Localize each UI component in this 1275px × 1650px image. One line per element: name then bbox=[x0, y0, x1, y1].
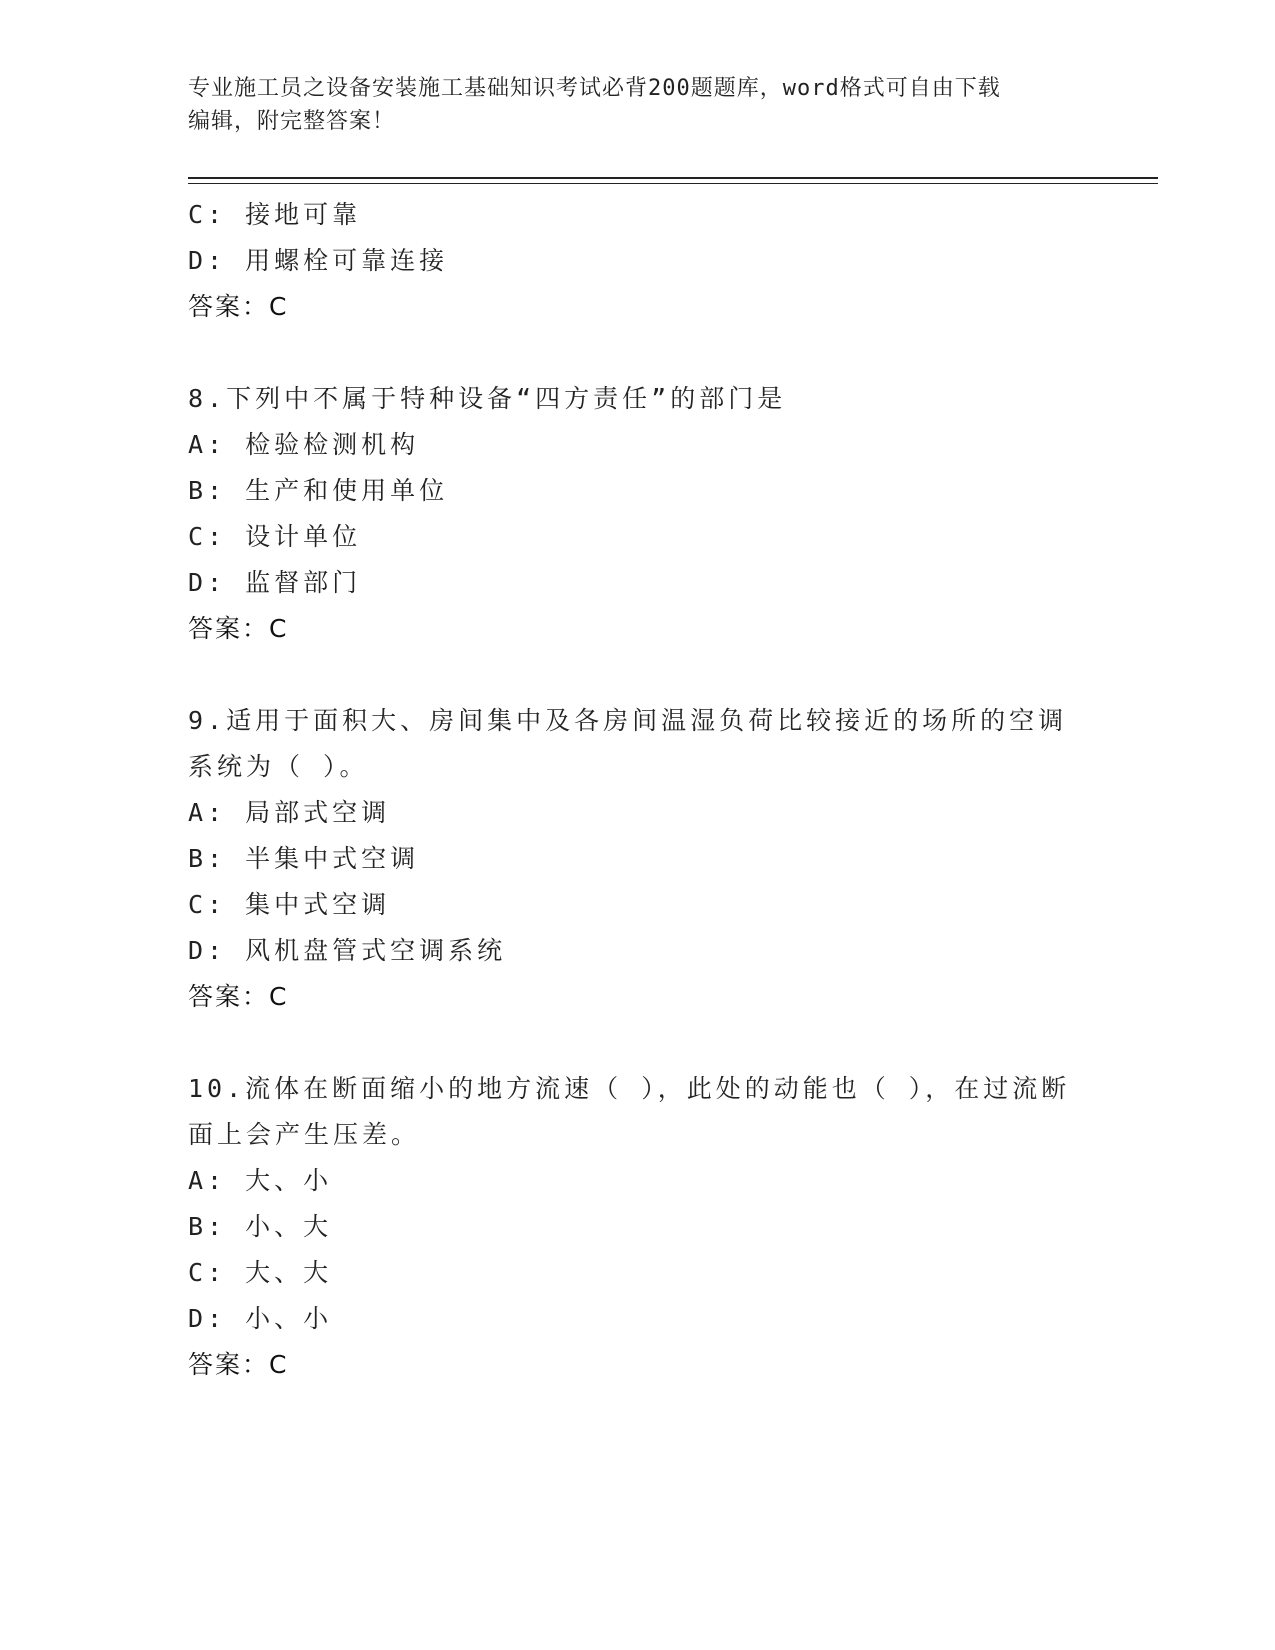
option-label: B: bbox=[188, 476, 227, 505]
option-label: D: bbox=[188, 1304, 227, 1333]
option-d bbox=[188, 1296, 1088, 1342]
option-label: B: bbox=[188, 1212, 227, 1241]
option-label: D: bbox=[188, 936, 227, 965]
answer-label: 答案： bbox=[188, 1350, 270, 1379]
option-d bbox=[188, 928, 1088, 974]
option-text: 用螺栓可靠连接 bbox=[245, 246, 449, 275]
option-c bbox=[188, 192, 1088, 238]
option-text: 接地可靠 bbox=[245, 200, 362, 229]
option-text: 生产和使用单位 bbox=[245, 476, 449, 505]
option-c bbox=[188, 514, 1088, 560]
option-d bbox=[188, 238, 1088, 284]
answer-line bbox=[188, 1342, 1088, 1388]
header-divider-thin bbox=[188, 183, 1158, 184]
answer-label: 答案： bbox=[188, 292, 270, 321]
option-c bbox=[188, 882, 1088, 928]
option-label: A: bbox=[188, 798, 227, 827]
answer-line bbox=[188, 606, 1088, 652]
option-a bbox=[188, 422, 1088, 468]
option-text: 集中式空调 bbox=[245, 890, 391, 919]
option-label: A: bbox=[188, 430, 227, 459]
question-7-continued bbox=[188, 192, 1088, 330]
answer-value: C bbox=[269, 1350, 289, 1379]
option-d bbox=[188, 560, 1088, 606]
question-stem-line-1: 9.适用于面积大、房间集中及各房间温湿负荷比较接近的场所的空调 bbox=[188, 706, 1068, 735]
header-line-1: 专业施工员之设备安装施工基础知识考试必背200题题库，word格式可自由下载 bbox=[188, 76, 1001, 101]
option-a bbox=[188, 1158, 1088, 1204]
answer-label: 答案： bbox=[188, 982, 270, 1011]
option-label: C: bbox=[188, 200, 227, 229]
option-text: 小、大 bbox=[245, 1212, 333, 1241]
spacer bbox=[188, 1020, 1088, 1066]
option-label: D: bbox=[188, 246, 227, 275]
option-text: 大、小 bbox=[245, 1166, 333, 1195]
spacer bbox=[188, 652, 1088, 698]
answer-line bbox=[188, 974, 1088, 1020]
option-text: 半集中式空调 bbox=[245, 844, 420, 873]
option-a bbox=[188, 790, 1088, 836]
answer-label: 答案： bbox=[188, 614, 270, 643]
option-text: 风机盘管式空调系统 bbox=[245, 936, 507, 965]
spacer bbox=[188, 330, 1088, 376]
option-c bbox=[188, 1250, 1088, 1296]
header-divider-thick bbox=[188, 177, 1158, 179]
question-8 bbox=[188, 376, 1088, 652]
option-text: 检验检测机构 bbox=[245, 430, 420, 459]
option-label: A: bbox=[188, 1166, 227, 1195]
question-10 bbox=[188, 1066, 1088, 1388]
option-b bbox=[188, 1204, 1088, 1250]
question-stem-line-1: 10.流体在断面缩小的地方流速（ ），此处的动能也（ ），在过流断 bbox=[188, 1074, 1071, 1103]
answer-line bbox=[188, 284, 1088, 330]
option-label: C: bbox=[188, 522, 227, 551]
answer-value: C bbox=[269, 982, 289, 1011]
question-stem-line-2: 面上会产生压差。 bbox=[188, 1120, 421, 1149]
question-stem: 8.下列中不属于特种设备“四方责任”的部门是 bbox=[188, 384, 787, 413]
option-text: 局部式空调 bbox=[245, 798, 391, 827]
answer-value: C bbox=[269, 614, 289, 643]
option-b bbox=[188, 468, 1088, 514]
question-stem-line-2: 系统为（ ）。 bbox=[188, 752, 369, 781]
document-header bbox=[188, 72, 1068, 138]
option-text: 大、大 bbox=[245, 1258, 333, 1287]
option-b bbox=[188, 836, 1088, 882]
option-text: 监督部门 bbox=[245, 568, 362, 597]
header-line-2: 编辑，附完整答案！ bbox=[188, 109, 396, 134]
option-text: 小、小 bbox=[245, 1304, 333, 1333]
question-9 bbox=[188, 698, 1088, 1020]
option-label: D: bbox=[188, 568, 227, 597]
question-list bbox=[188, 192, 1088, 1388]
option-label: C: bbox=[188, 890, 227, 919]
option-label: B: bbox=[188, 844, 227, 873]
option-label: C: bbox=[188, 1258, 227, 1287]
answer-value: C bbox=[269, 292, 289, 321]
option-text: 设计单位 bbox=[245, 522, 362, 551]
